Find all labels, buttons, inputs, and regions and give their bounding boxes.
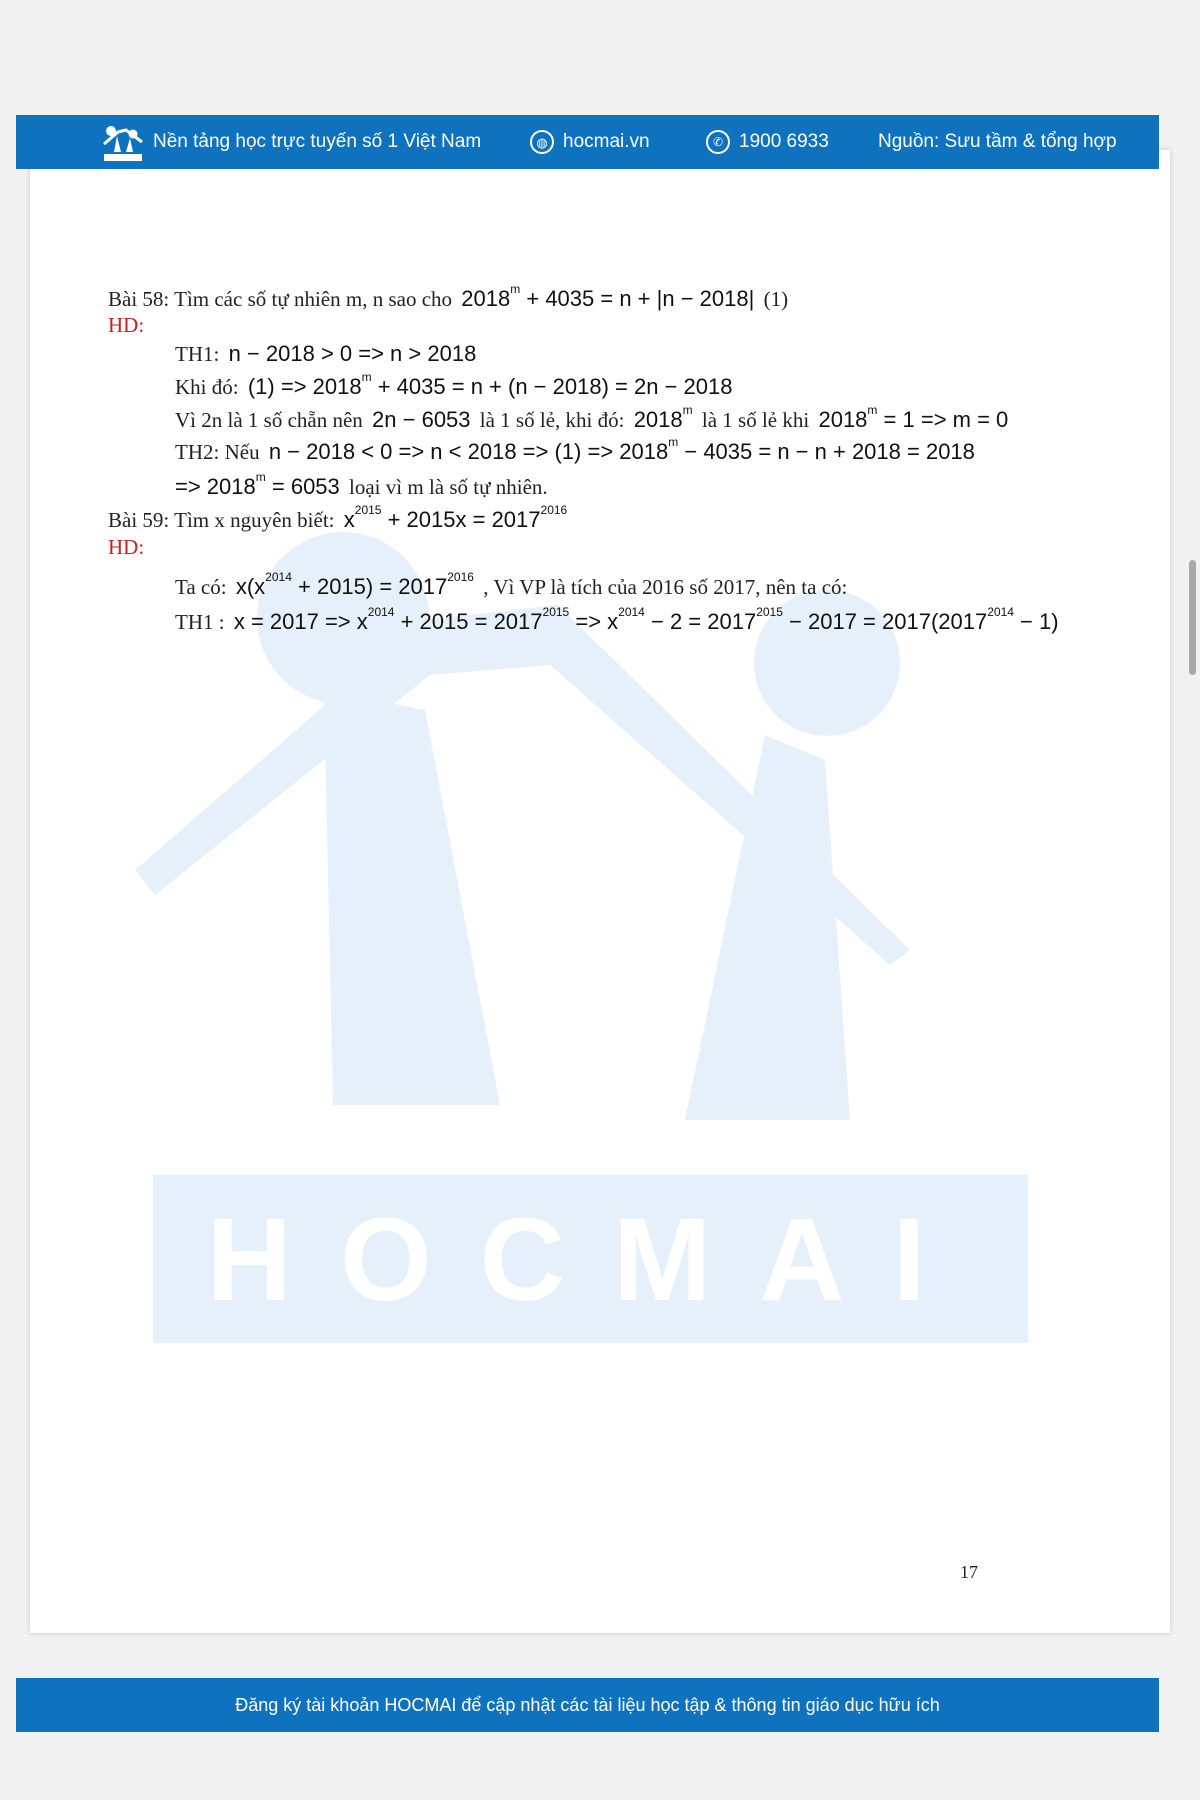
website-link[interactable] bbox=[530, 115, 650, 169]
source-label: Nguồn: Sưu tầm & tổng hợp bbox=[878, 131, 1117, 152]
bai58-th2-math: $n - 2018 < 0 => n < 2018 => (1) => 2018^m - 4035 = n - n + 2018 = 2018$ bbox=[268, 435, 975, 464]
bai58-khido-label: Khi đó: bbox=[175, 375, 239, 399]
bai59-title: Bài 59: Tìm x nguyên biết: bbox=[108, 508, 335, 532]
bai58-equation: 2018$^m$ + 4035 = n + |n − 2018| bbox=[461, 282, 755, 311]
scrollbar-thumb[interactable] bbox=[1189, 560, 1196, 675]
footer-text: Đăng ký tài khoản HOCMAI để cập nhật các tài liệu học tập & thông tin giáo dục hữu ích bbox=[235, 1694, 940, 1715]
bai58-th1-math: n − 2018 > 0 => n > 2018 bbox=[228, 341, 477, 366]
globe-icon: ◍ bbox=[530, 130, 554, 154]
bai59-taco-math: $x(x^{2014} + 2015) = 2017^{2016}$ bbox=[235, 570, 474, 599]
bai58-eq-ref: (1) bbox=[763, 287, 789, 311]
page-number: 17 bbox=[960, 1562, 978, 1582]
bai58-th2-label: TH2: Nếu bbox=[175, 440, 260, 464]
bai58-khido-line bbox=[175, 370, 736, 401]
document-page bbox=[30, 150, 1170, 1633]
bai58-th1-label: TH1: bbox=[175, 342, 220, 366]
bai58-vi-math3: 2018$^m$ = 1 => m = 0 bbox=[818, 403, 1009, 432]
header-banner bbox=[16, 115, 1159, 169]
bai58-hd: HD: bbox=[108, 313, 145, 337]
bai58-conclusion-line bbox=[175, 470, 548, 501]
bai59-taco-label: Ta có: bbox=[175, 575, 227, 599]
phone-link[interactable] bbox=[706, 115, 829, 169]
bai58-vi-text3: là 1 số lẻ khi bbox=[701, 408, 810, 432]
bai58-conclusion-text: loại vì m là số tự nhiên. bbox=[349, 475, 548, 499]
bai58-title-line bbox=[108, 282, 789, 313]
bai58-th2-line bbox=[175, 435, 979, 466]
bai58-title: Bài 58: Tìm các số tự nhiên m, n sao cho bbox=[108, 287, 453, 311]
phone-icon: ✆ bbox=[706, 130, 730, 154]
bai58-conclusion-math: => $2018^m = 6053$ bbox=[175, 470, 340, 499]
bai58-th1-line bbox=[175, 340, 480, 368]
document-content bbox=[30, 150, 1170, 1633]
source-text bbox=[878, 115, 1117, 169]
bai59-taco-line bbox=[175, 570, 848, 601]
footer-banner[interactable] bbox=[16, 1678, 1159, 1732]
bai58-vi-math1: 2n − 6053 bbox=[372, 407, 471, 432]
slogan-text: Nền tảng học trực tuyến số 1 Việt Nam bbox=[153, 131, 482, 152]
brand[interactable] bbox=[102, 115, 481, 169]
bai59-th1-label: TH1 : bbox=[175, 610, 225, 634]
bai59-th1-math: $x = 2017 => x^{2014} + 2015 = 2017^{2015} => x^{2014} - 2 = 2017^{2015} - 2017 = 2017(2017^{2014} - 1)$ bbox=[233, 605, 1059, 634]
bai59-hd: HD: bbox=[108, 535, 145, 559]
bai59-title-line bbox=[108, 503, 571, 534]
bai58-vi-text2: là 1 số lẻ, khi đó: bbox=[479, 408, 625, 432]
bai59-th1-line bbox=[175, 605, 1063, 636]
bai58-vi-text1: Vì 2n là 1 số chẵn nên bbox=[175, 408, 363, 432]
watermark-text: HOCMAI bbox=[206, 1194, 974, 1326]
website-text: hocmai.vn bbox=[563, 131, 650, 152]
phone-text: 1900 6933 bbox=[739, 131, 829, 152]
bai58-vi-line bbox=[175, 403, 1012, 434]
hocmai-logo-icon bbox=[102, 122, 144, 162]
bai59-taco-text: , Vì VP là tích của 2016 số 2017, nên ta có: bbox=[483, 575, 848, 599]
bai58-vi-math2: 2018$^m$ bbox=[633, 403, 693, 432]
bai59-equation: $x^{2015} + 2015x = 2017^{2016}$ bbox=[343, 503, 568, 532]
bai58-khido-math: $(1) => 2018^m + 4035 = n + (n - 2018) = 2n - 2018$ bbox=[247, 370, 733, 399]
